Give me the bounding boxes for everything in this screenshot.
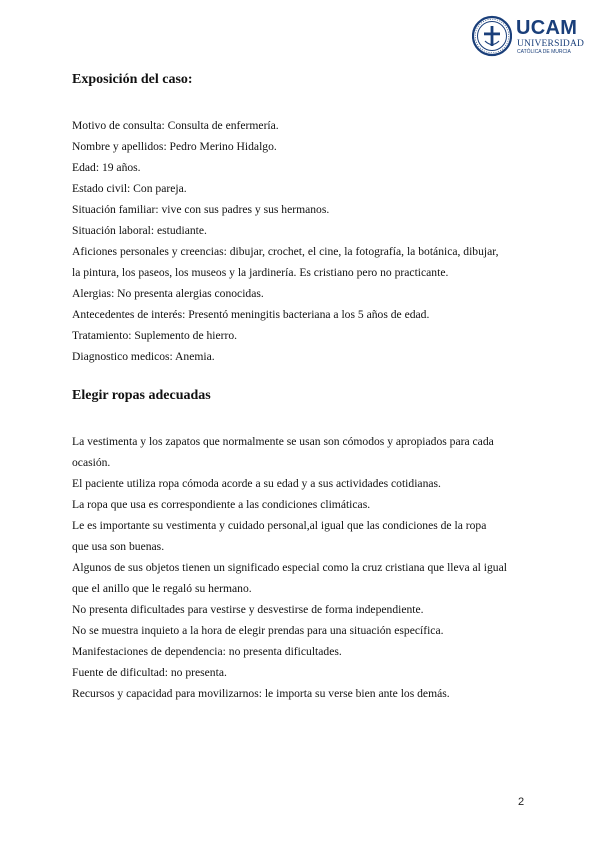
list-item: No se muestra inquieto a la hora de elegir prendas para una situación específica. (72, 624, 444, 637)
list-item: Manifestaciones de dependencia: no presenta dificultades. (72, 645, 342, 658)
list-item: Motivo de consulta: Consulta de enfermería. (72, 119, 279, 132)
section-title-exposicion: Exposición del caso: (72, 72, 193, 87)
list-item: Diagnostico medicos: Anemia. (72, 350, 215, 363)
case-details-list (72, 115, 542, 367)
list-item: Aficiones personales y creencias: dibujar, crochet, el cine, la fotografía, la botánica, dibujar, (72, 245, 499, 258)
list-item: La vestimenta y los zapatos que normalmente se usan son cómodos y apropiados para cada (72, 435, 494, 448)
list-item: Situación laboral: estudiante. (72, 224, 207, 237)
list-item: La ropa que usa es correspondiente a las condiciones climáticas. (72, 498, 371, 511)
logo-subtitle: UNIVERSIDAD (517, 39, 585, 49)
list-item: Antecedentes de interés: Presentó meningitis bacteriana a los 5 años de edad. (72, 308, 430, 321)
list-item: Le es importante su vestimenta y cuidado personal,al igual que las condiciones de la ropa (72, 519, 487, 532)
list-item: No presenta dificultades para vestirse y desvestirse de forma independiente. (72, 603, 424, 616)
ucam-logo (472, 14, 585, 60)
list-item: El paciente utiliza ropa cómoda acorde a su edad y a sus actividades cotidianas. (72, 477, 441, 490)
list-item: Recursos y capacidad para movilizarnos: le importa su verse bien ante los demás. (72, 687, 450, 700)
university-seal-icon (472, 14, 512, 58)
page-number: 2 (518, 796, 525, 808)
list-item: Fuente de dificultad: no presenta. (72, 666, 227, 679)
list-item: Tratamiento: Suplemento de hierro. (72, 329, 238, 342)
list-item: Algunos de sus objetos tienen un significado especial como la cruz cristiana que lleva al igual (72, 561, 507, 574)
clothing-assessment-list (72, 431, 542, 704)
list-item: que usa son buenas. (72, 540, 165, 553)
list-item: Edad: 19 años. (72, 161, 141, 174)
section-title-ropas: Elegir ropas adecuadas (72, 388, 211, 403)
list-item: Situación familiar: vive con sus padres y sus hermanos. (72, 203, 330, 216)
list-item: Estado civil: Con pareja. (72, 182, 187, 195)
list-item: Nombre y apellidos: Pedro Merino Hidalgo. (72, 140, 277, 153)
logo-tagline: CATÓLICA DE MURCIA (517, 49, 571, 55)
list-item: que el anillo que le regaló su hermano. (72, 582, 252, 595)
logo-title: UCAM (516, 17, 578, 39)
list-item: ocasión. (72, 456, 111, 469)
list-item: Alergias: No presenta alergias conocidas. (72, 287, 264, 300)
list-item: la pintura, los paseos, los museos y la jardinería. Es cristiano pero no practicante. (72, 266, 449, 279)
